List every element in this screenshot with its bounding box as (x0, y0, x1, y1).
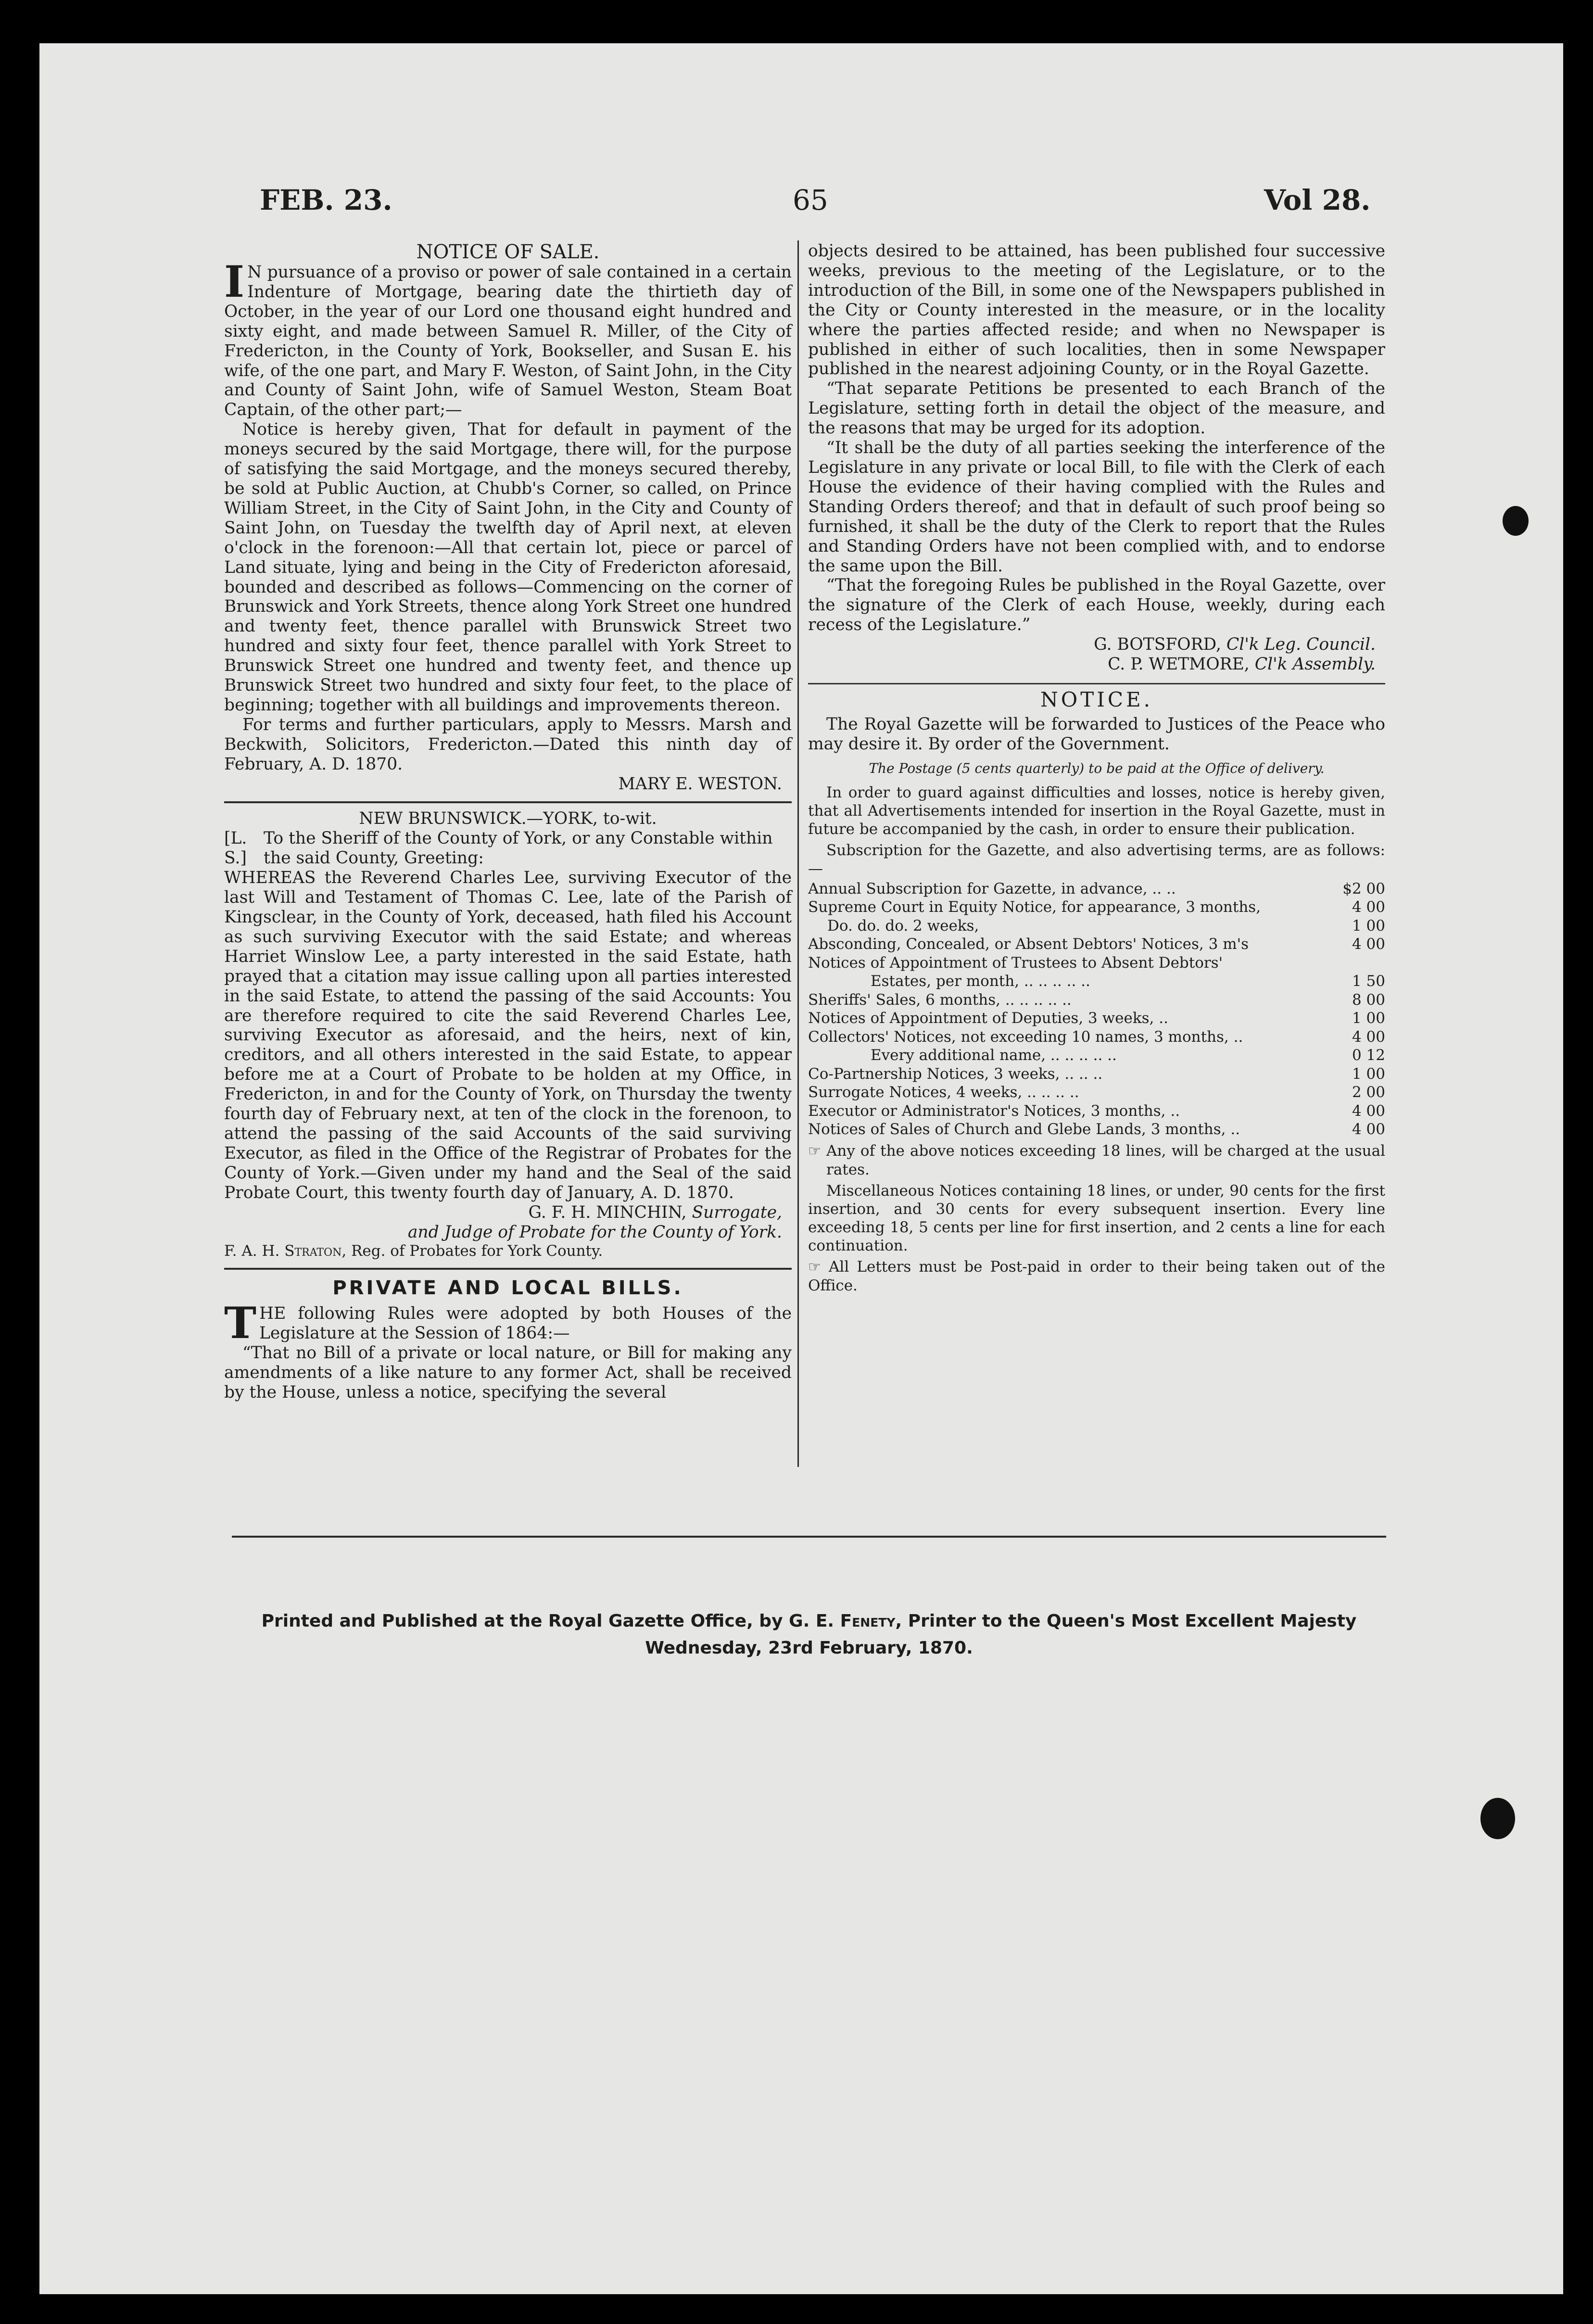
notice-paragraph: Subscription for the Gazette, and also advertising terms, are as follows:— (808, 841, 1385, 877)
section-rule (224, 1268, 792, 1270)
probate-address: To the Sheriff of the County of York, or any Constable within the said County, Greeting: (264, 829, 773, 868)
gazette-notice (808, 687, 1385, 1295)
bills-continued-paragraph: objects desired to be attained, has been published four successive weeks, previous to the meeting of the Legislature, or to the introduction of the Bill, in some one of the Newspapers published in the City or County interested in the measure, or in the locality where the parties affected reside; and when no Newspaper is published in either of such localities, then in some Newspaper published in the nearest adjoining County, or in the Royal Gazette. (808, 241, 1385, 379)
section-rule (808, 683, 1385, 684)
dropcap: T (224, 1298, 256, 1349)
postage-note: The Postage (5 cents quarterly) to be paid at the Office of delivery. (869, 760, 1325, 776)
fee-row: Surrogate Notices, 4 weeks, .. .. .. .. 2 00 (808, 1084, 1385, 1101)
fee-row: Executor or Administrator's Notices, 3 months, .. 4 00 (808, 1102, 1385, 1120)
page-number: 65 (793, 184, 828, 216)
fee-row: Sheriffs' Sales, 6 months, .. .. .. .. .. 8 00 (808, 991, 1385, 1009)
bills-title: PRIVATE AND LOCAL BILLS. (332, 1277, 683, 1300)
imprint-line: Printed and Published at the Royal Gazette Office, by G. E. Fenety, Printer to the Queen's Most Excellent Majesty (261, 1611, 1357, 1631)
ink-blot (1503, 506, 1529, 536)
notice-of-sale-paragraph: For terms and further particulars, apply to Messrs. Marsh and Beckwith, Solicitors, Fredericton.—Dated this ninth day of February, A. D. 1870. (224, 715, 792, 774)
notice-title: NOTICE. (1040, 687, 1153, 711)
probate-heading: NEW BRUNSWICK.—YORK, to-wit. (359, 809, 657, 829)
fee-row: Absconding, Concealed, or Absent Debtors' Notices, 3 m's 4 00 (808, 935, 1385, 953)
private-and-local-bills (224, 1278, 792, 1402)
footer-rule (232, 1536, 1386, 1538)
registrar-line: F. A. H. Straton, Reg. of Probates for York County. (224, 1242, 603, 1260)
notice-paragraph: In order to guard against difficulties and losses, notice is hereby given, that all Advertisements intended for insertion in the Royal Gazette, must in future be accompanied by the cash, in order to ensure their publication. (808, 783, 1385, 838)
notice-of-sale-title: NOTICE OF SALE. (416, 241, 600, 263)
right-column (808, 241, 1385, 1295)
volume-number: Vol 28. (1264, 184, 1371, 216)
clerk-signature: G. BOTSFORD, Cl'k Leg. Council. (1094, 635, 1376, 655)
fee-row: Co-Partnership Notices, 3 weeks, .. .. .. 1 00 (808, 1065, 1385, 1083)
dropcap: I (224, 256, 245, 307)
fee-row: Notices of Appointment of Deputies, 3 weeks, .. 1 00 (808, 1010, 1385, 1027)
fee-row: Every additional name, .. .. .. .. .. 0 12 (871, 1047, 1385, 1064)
notice-paragraph: The Royal Gazette will be forwarded to Justices of the Peace who may desire it. By order of the Government. (808, 714, 1385, 754)
bills-paragraph: “That separate Petitions be presented to each Branch of the Legislature, setting forth in detail the object of the measure, and the reasons that may be urged for its adoption. (808, 379, 1385, 438)
fee-row: Collectors' Notices, not exceeding 10 names, 3 months, .. 4 00 (808, 1028, 1385, 1046)
notice-paragraph: Miscellaneous Notices containing 18 lines, or under, 90 cents for the first insertion, and 30 cents for every subsequent insertion. Every line exceeding 18, 5 cents per line for first insertion, and 2 cents a line for each continuation. (808, 1182, 1385, 1254)
notice-paragraph: ☞ All Letters must be Post-paid in order to their being taken out of the Office. (808, 1258, 1385, 1294)
probate-body: WHEREAS the Reverend Charles Lee, surviving Executor of the last Will and Testament of Thomas C. Lee, late of the Parish of Kingsclear, in the County of York, deceased, hath filed his Account as such surviving Executor with the said Estate; and whereas Harriet Winslow Lee, a party interested in the said Estate, hath prayed that a citation may issue calling upon all parties interested in the said Estate, to attend the passing of the said Accounts: You are therefore required to cite the said Reverend Charles Lee, surviving Executor as aforesaid, and the heirs, next of kin, creditors, and all others interested in the said Estate, to appear before me at a Court of Probate to be holden at my Office, in Fredericton, in and for the County of York, on Thursday the twenty fourth day of February next, at ten of the clock in the forenoon, to attend the passing of the said Accounts of the said surviving Executor, as filed in the Office of the Registrar of Probates for the County of York.—Given under my hand and the Seal of the said Probate Court, this twenty fourth day of January, A. D. 1870. (224, 868, 792, 1202)
section-rule (224, 801, 792, 803)
bills-paragraph: “It shall be the duty of all parties seeking the interference of the Legislature in any private or local Bill, to file with the Clerk of each House the evidence of their having complied with the Rules and Standing Orders thereof; and that in default of such proof being so furnished, it shall be the duty of the Clerk to report that the Rules and Standing Orders have not been complied with, and to endorse the same upon the Bill. (808, 438, 1385, 576)
column-divider (797, 240, 799, 1467)
issue-date: FEB. 23. (260, 184, 392, 216)
notice-of-sale-paragraph: Notice is hereby given, That for default in payment of the moneys secured by the said Mortgage, there will, for the purpose of satisfying the said Mortgage, and the moneys secured thereby, be sold at Public Auction, at Chubb's Corner, so called, on Prince William Street, in the City of Saint John, in the City and County of Saint John, on Tuesday the twelfth day of April next, at eleven o'clock in the forenoon:—All that certain lot, piece or parcel of Land situate, lying and being in the City of Fredericton aforesaid, bounded and described as follows—Commencing on the corner of Brunswick and York Streets, thence along York Street one hundred and twenty feet, thence parallel with Brunswick Street two hundred and sixty four feet, thence parallel with York Street to Brunswick Street one hundred and twenty feet, and thence up Brunswick Street two hundred and sixty four feet, to the place of beginning; together with all buildings and improvements thereon. (224, 420, 792, 715)
probate-address-block (224, 829, 792, 868)
ink-blot (1480, 1798, 1515, 1839)
probate-signature: G. F. H. MINCHIN, Surrogate, (528, 1202, 782, 1222)
notice-of-sale-signature: MARY E. WESTON. (618, 774, 782, 794)
probate-signer-title: and Judge of Probate for the County of York. (407, 1222, 782, 1242)
pointing-hand-icon: ☞ (808, 1258, 821, 1276)
probate-citation (224, 809, 792, 1260)
clerk-signature: C. P. WETMORE, Cl'k Assembly. (1108, 655, 1376, 674)
fee-row: Do. do. do. 2 weeks, 1 00 (827, 917, 1385, 935)
notice-of-sale-paragraph: I N pursuance of a proviso or power of sale contained in a certain Indenture of Mortgage, bearing date the thirtieth day of October, in the year of our Lord one thousand eight hundred and sixty eight, and made between Samuel R. Miller, of the City of Fredericton, in the County of York, Bookseller, and Susan E. his wife, of the one part, and Mary F. Weston, of Saint John, in the City and County of Saint John, wife of Samuel Weston, Steam Boat Captain, of the other part;— (224, 256, 792, 420)
fee-row: Annual Subscription for Gazette, in advance, .. .. $2 00 (808, 880, 1385, 897)
bills-paragraph: “That no Bill of a private or local nature, or Bill for making any amendments of a like nature to any former Act, shall be received by the House, unless a notice, specifying the several (224, 1343, 792, 1402)
pointing-hand-icon: ☞ (808, 1142, 821, 1160)
imprint (232, 1608, 1386, 1662)
imprint-date: Wednesday, 23rd February, 1870. (645, 1638, 973, 1658)
fee-row: Estates, per month, .. .. .. .. .. 1 50 (871, 973, 1385, 990)
fee-row: Notices of Appointment of Trustees to Absent Debtors' (808, 954, 1223, 972)
bills-paragraph: “That the foregoing Rules be published in the Royal Gazette, over the signature of the Clerk of each House, weekly, during each recess of the Legislature.” (808, 576, 1385, 635)
bills-paragraph: THE following Rules were adopted by both Houses of the Legislature at the Session of 1864:— (224, 1298, 792, 1349)
fee-table (808, 880, 1385, 1139)
notice-of-sale (224, 241, 792, 794)
fee-row: Notices of Sales of Church and Glebe Lands, 3 months, .. 4 00 (808, 1121, 1385, 1138)
seal-mark: [L. S.] (224, 829, 247, 868)
notice-paragraph: ☞ Any of the above notices exceeding 18 lines, will be charged at the usual rates. (808, 1142, 1385, 1178)
fee-row: Supreme Court in Equity Notice, for appearance, 3 months, 4 00 (808, 898, 1385, 916)
left-column (224, 241, 792, 1402)
